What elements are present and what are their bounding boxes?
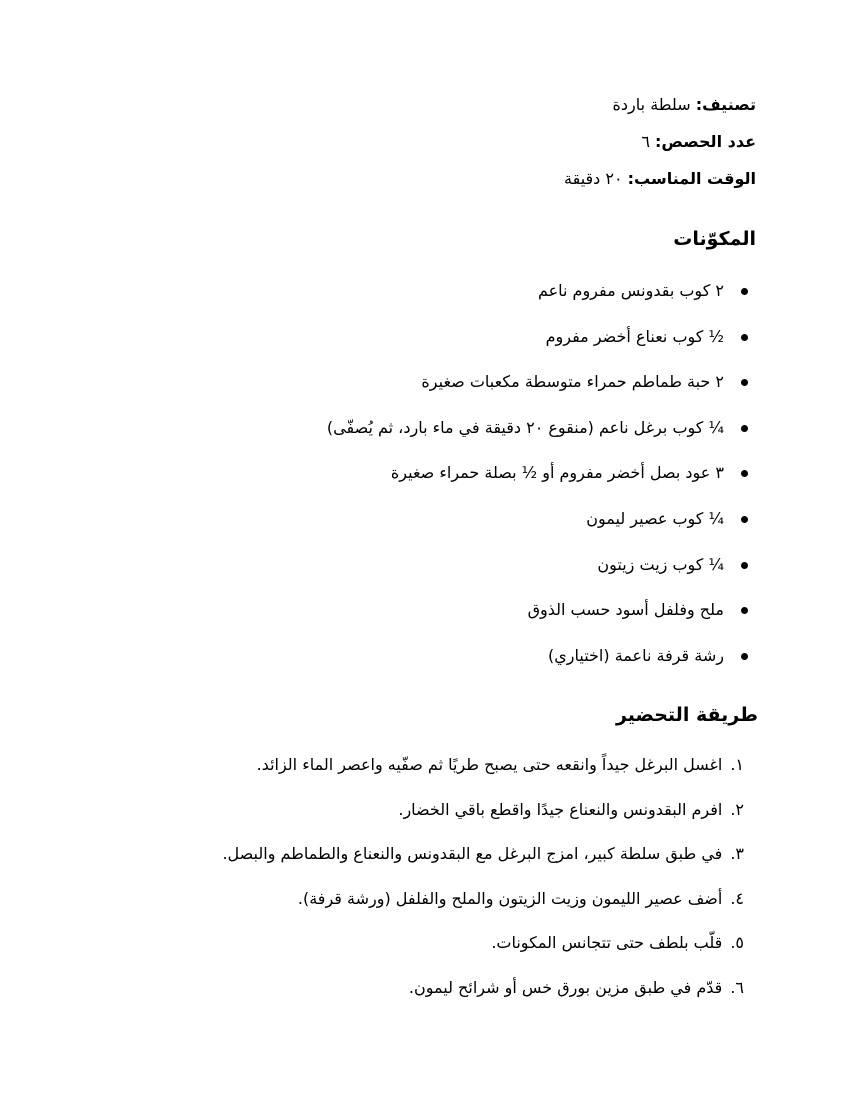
step-number: ٦. [730,977,744,997]
ingredient-item: ½ كوب نعناع أخضر مفروم [100,324,750,370]
ingredient-item: ٣ عود بصل أخضر مفروم أو ½ بصلة حمراء صغيرة [100,460,750,506]
ingredient-item: ٢ حبة طماطم حمراء متوسطة مكعبات صغيرة [100,369,750,415]
servings-label: عدد الحصص: [655,132,756,151]
ingredient-item: ¼ كوب برغل ناعم (منقوع ٢٠ دقيقة في ماء بارد، ثم يُصفّى) [100,415,750,461]
method-step [44,841,744,886]
ingredient-item: رشة قرفة ناعمة (اختياري) [100,643,750,689]
ingredient-item: ٢ كوب بقدونس مفروم ناعم [100,278,750,324]
category-line [256,92,756,129]
time-value: ٢٠ دقيقة [564,169,623,188]
step-number: ٣. [730,844,744,864]
servings-line [256,129,756,166]
ingredients-heading: المكوّنات [673,228,756,250]
recipe-meta [256,92,756,203]
method-step [44,752,744,797]
ingredient-item: ملح وفلفل أسود حسب الذوق [100,597,750,643]
category-value: سلطة باردة [612,95,691,114]
step-text: قلّب بلطف حتى تتجانس المكونات. [491,933,723,953]
method-step [44,975,744,1020]
step-text: قدّم في طبق مزين بورق خس أو شرائح ليمون. [408,977,723,997]
ingredient-item: ¼ كوب عصير ليمون [100,506,750,552]
ingredients-list [100,278,750,688]
step-text: أضف عصير الليمون وزيت الزيتون والملح والفلفل (ورشة قرفة). [297,888,723,908]
step-text: في طبق سلطة كبير، امزج البرغل مع البقدونس والنعناع والطماطم والبصل. [222,844,723,864]
ingredient-item: ¼ كوب زيت زيتون [100,552,750,598]
method-step [44,930,744,975]
time-line [256,166,756,203]
step-number: ١. [730,755,744,774]
method-step [44,797,744,842]
step-number: ٢. [730,799,744,819]
step-text: افرم البقدونس والنعناع جيدًا واقطع باقي الخضار. [398,799,723,819]
time-label: الوقت المناسب: [627,169,756,188]
step-number: ٤. [730,888,744,908]
method-step [44,886,744,931]
method-heading: طريقة التحضير [615,704,758,726]
category-label: تصنيف: [695,95,756,114]
step-text: اغسل البرغل جيداً وانقعه حتى يصبح طريًا ثم صفّيه واعصر الماء الزائد. [256,755,723,774]
step-number: ٥. [730,933,744,953]
method-steps-list [44,752,744,1020]
servings-value: ٦ [641,132,650,151]
